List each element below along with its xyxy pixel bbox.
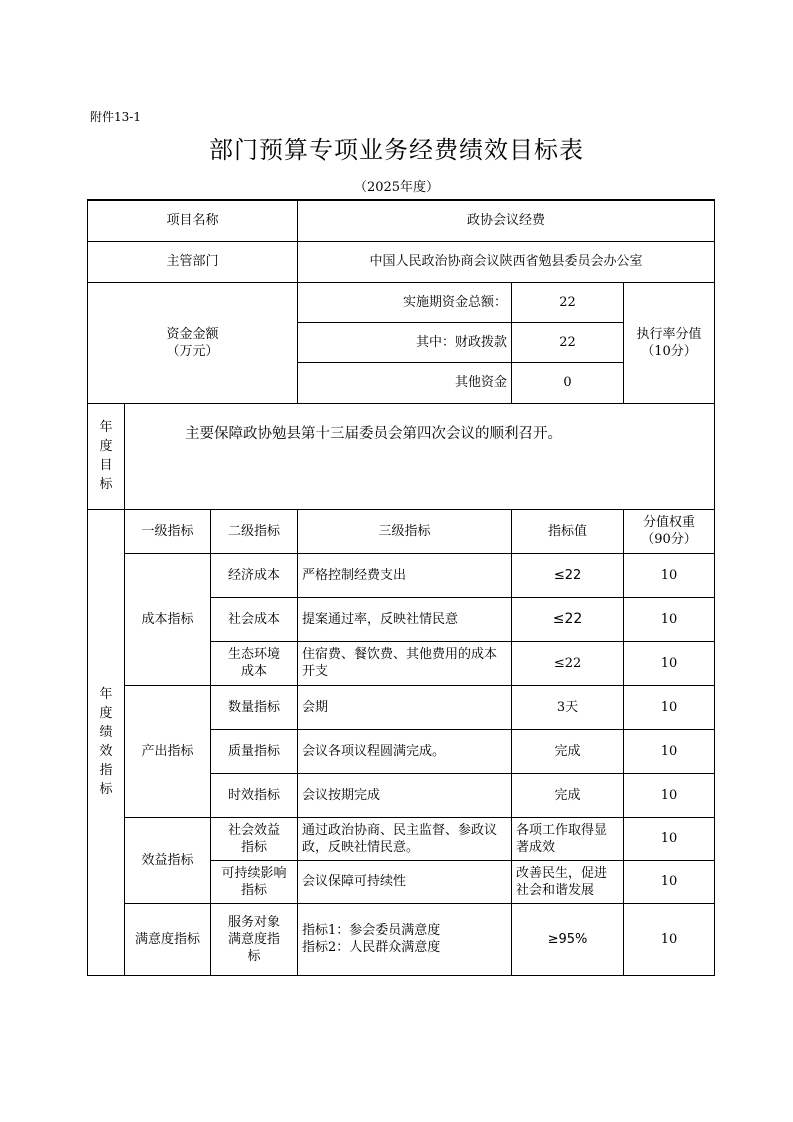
funds-label: 资金金额 [166, 326, 219, 342]
level2-cell: 经济成本 [211, 553, 298, 597]
score-cell: 10 [624, 729, 715, 773]
execution-rate-label: 执行率分值 [636, 326, 702, 342]
level2-cell: 质量指标 [211, 729, 298, 773]
target-value-cell: 各项工作取得显著成效 [512, 817, 624, 860]
score-cell: 10 [624, 685, 715, 729]
funds-total-label: 实施期资金总额： [298, 282, 512, 322]
target-value-cell: 3天 [512, 685, 624, 729]
annual-goal-label-text: 年度目标 [99, 420, 113, 492]
score-cell: 10 [624, 597, 715, 641]
level3-cell: 会议各项议程圆满完成。 [298, 729, 512, 773]
header-weight-total: （90分） [641, 532, 697, 547]
header-weight-label: 分值权重 [643, 515, 696, 530]
project-name-value: 政协会议经费 [298, 200, 715, 241]
department-row [88, 241, 715, 282]
table-row [88, 817, 715, 860]
score-cell: 10 [624, 773, 715, 817]
funds-fiscal-label: 其中：财政拨款 [298, 322, 512, 362]
performance-indicators-label-text: 年度绩效指标 [99, 687, 113, 797]
header-level3: 三级指标 [298, 509, 512, 553]
department-label: 主管部门 [88, 241, 298, 282]
level3-cell: 提案通过率，反映社情民意 [298, 597, 512, 641]
score-cell: 10 [624, 860, 715, 903]
header-value: 指标值 [512, 509, 624, 553]
annual-goal-row [88, 403, 715, 509]
group-cost: 成本指标 [125, 553, 211, 685]
execution-rate-points: （10分） [641, 343, 697, 359]
score-cell: 10 [624, 641, 715, 685]
funds-total-value: 22 [512, 282, 624, 322]
funds-other-value: 0 [512, 362, 624, 403]
target-value-cell: ≤22 [512, 597, 624, 641]
level3-cell: 会议按期完成 [298, 773, 512, 817]
level2-cell: 社会效益指标 [211, 817, 298, 860]
funds-amount-label [88, 282, 298, 403]
page-title: 部门预算专项业务经费绩效目标表 [209, 136, 584, 164]
table-row [88, 903, 715, 975]
level2-cell: 可持续影响指标 [211, 860, 298, 903]
performance-indicators-label [88, 509, 125, 975]
attachment-number: 附件13-1 [90, 110, 141, 124]
satisfaction-indicator-2: 指标2：人民群众满意度 [302, 940, 441, 955]
funds-total-row [88, 282, 715, 322]
target-value-cell: ≥95% [512, 903, 624, 975]
annual-goal-text: 主要保障政协勉县第十三届委员会第四次会议的顺利召开。 [125, 403, 715, 509]
header-weight [624, 509, 715, 553]
level2-cell: 生态环境成本 [211, 641, 298, 685]
project-name-label: 项目名称 [88, 200, 298, 241]
performance-target-table [87, 199, 715, 976]
satisfaction-indicator-1: 指标1：参会委员满意度 [302, 923, 441, 938]
indicator-header-row [88, 509, 715, 553]
level3-cell: 住宿费、餐饮费、其他费用的成本开支 [298, 641, 512, 685]
group-benefit: 效益指标 [125, 817, 211, 903]
header-level1: 一级指标 [125, 509, 211, 553]
level3-cell: 通过政治协商、民主监督、参政议政，反映社情民意。 [298, 817, 512, 860]
level2-cell: 服务对象满意度指标 [211, 903, 298, 975]
level2-cell: 社会成本 [211, 597, 298, 641]
table-row [88, 685, 715, 729]
funds-other-label: 其他资金 [298, 362, 512, 403]
level3-cell: 严格控制经费支出 [298, 553, 512, 597]
level3-cell [298, 903, 512, 975]
header-level2: 二级指标 [211, 509, 298, 553]
score-cell: 10 [624, 903, 715, 975]
project-row [88, 200, 715, 241]
table-row [88, 553, 715, 597]
level2-cell: 时效指标 [211, 773, 298, 817]
target-value-cell: 完成 [512, 729, 624, 773]
annual-goal-label [88, 403, 125, 509]
group-satisfaction: 满意度指标 [125, 903, 211, 975]
fiscal-year: （2025年度） [353, 180, 440, 195]
target-value-cell: ≤22 [512, 641, 624, 685]
funds-unit: （万元） [166, 343, 219, 359]
target-value-cell: 改善民生，促进社会和谐发展 [512, 860, 624, 903]
funds-fiscal-value: 22 [512, 322, 624, 362]
execution-rate-score [624, 282, 715, 403]
level2-cell: 数量指标 [211, 685, 298, 729]
group-output: 产出指标 [125, 685, 211, 817]
score-cell: 10 [624, 553, 715, 597]
department-value: 中国人民政治协商会议陕西省勉县委员会办公室 [298, 241, 715, 282]
score-cell: 10 [624, 817, 715, 860]
level3-cell: 会期 [298, 685, 512, 729]
target-value-cell: 完成 [512, 773, 624, 817]
level3-cell: 会议保障可持续性 [298, 860, 512, 903]
target-value-cell: ≤22 [512, 553, 624, 597]
